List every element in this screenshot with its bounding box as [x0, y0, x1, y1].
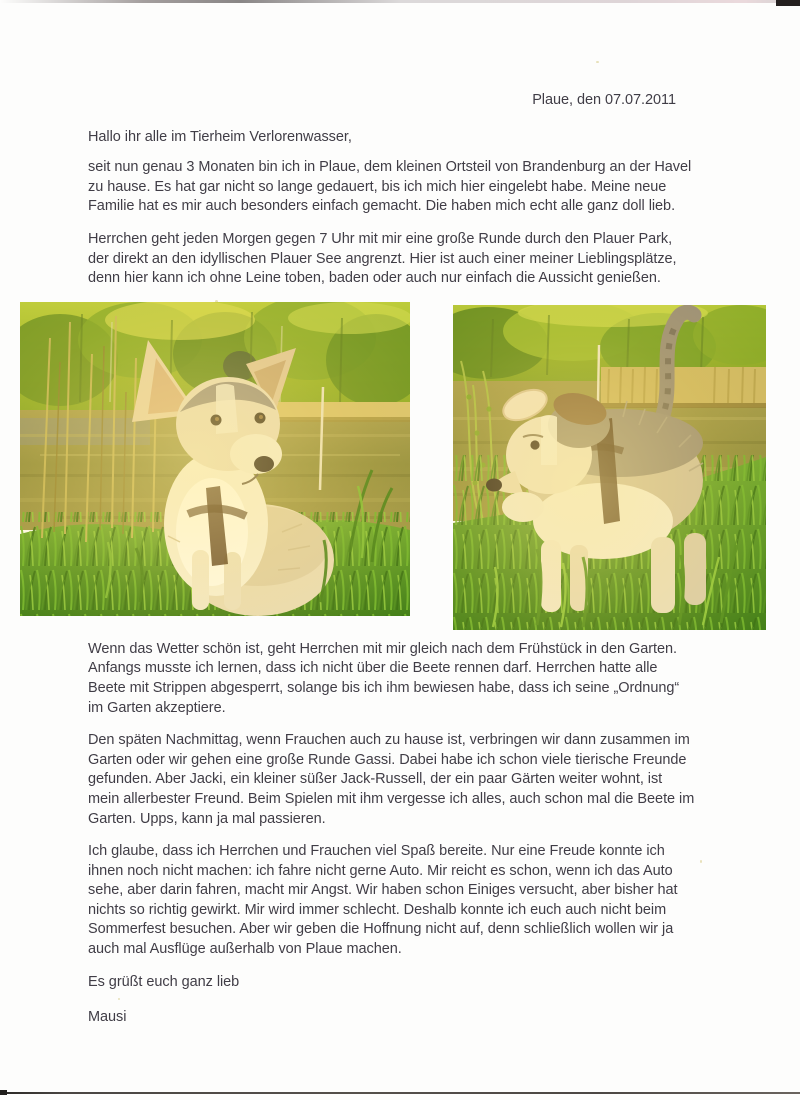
closing-line: Es grüßt euch ganz lieb: [88, 973, 240, 990]
dog-standing-photo-graphic: [453, 305, 766, 630]
dog-sitting-photo-graphic: [20, 302, 410, 616]
photo-dog-standing-lakeside: [453, 305, 766, 630]
greeting: Hallo ihr alle im Tierheim Verlorenwasser,: [88, 128, 352, 145]
photo-dog-sitting-lakeside: [20, 302, 410, 616]
letter-paragraph-3: Wenn das Wetter schön ist, geht Herrchen mit mir gleich nach dem Frühstück in den Garten. Anfangs musste ich lernen, dass ich nicht über die Beete rennen darf. Herrchen hatte alle Beete mit Strippen abgesperrt, solange bis ich ihm bewiesen habe, dass ich seine „Ordnung“ im Garten akzeptiere.: [88, 640, 680, 716]
letter-paragraph-2: Herrchen geht jeden Morgen gegen 7 Uhr mit mir eine große Runde durch den Plauer Park, der direkt an den idyllischen Plauer See angrenzt. Hier ist auch einer meiner Lieblingsplätze, denn hier kann ich ohne Leine toben, baden oder auch nur einfach die Aussicht genießen.: [88, 230, 677, 287]
date-line: Plaue, den 07.07.2011: [532, 92, 676, 108]
scan-artifact-bottom-left-corner: [0, 1090, 7, 1095]
letter-paragraph-1: seit nun genau 3 Monaten bin ich in Plaue, dem kleinen Ortsteil von Brandenburg an der Havel zu hause. Es hat gar nicht so lange gedauert, bis ich mich hier eingelebt habe. Meine neue Familie hat es mir auch besonders einfach gemacht. Die haben mich echt alle ganz doll lieb.: [88, 159, 692, 215]
letter-paragraph-5: Ich glaube, dass ich Herrchen und Frauchen viel Spaß bereite. Nur eine Freude konnte ich ihnen noch nicht machen: ich fahre nicht gerne Auto. Mir reicht es schon, wenn ich das Auto sehe, aber darin fahren, macht mir Angst. Wir haben schon Einiges versucht, aber bisher hat nichts so richtig gewirkt. Mir wird immer schlecht. Deshalb konnte ich euch auch nicht beim Sommerfest besuchen. Aber wir geben die Hoffnung nicht auf, denn schließlich wollen wir ja auch mal Ausflüge außerhalb von Plaue machen.: [88, 843, 678, 958]
scan-artifact-bottom-edge: [0, 1092, 800, 1094]
photo-row: [20, 302, 766, 630]
letter-paragraph-4: Den späten Nachmittag, wenn Frauchen auch zu hause ist, verbringen wir dann zusammen im Garten oder wir gehen eine große Runde Gassi. Dabei habe ich schon viele tierische Freunde gefunden. Aber Jacki, ein kleiner süßer Jack-Russell, der ein paar Gärten weiter wohnt, ist mein allerbester Freund. Beim Spielen mit ihm vergesse ich alles, auch schon mal die Beete im Garten. Upps, kann ja mal passieren.: [88, 732, 695, 827]
signature: Mausi: [88, 1009, 127, 1026]
